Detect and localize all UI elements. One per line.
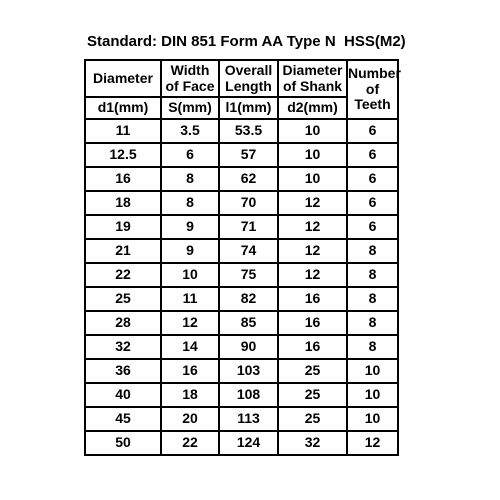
table-row	[85, 239, 398, 263]
header-overall-line1: Overall	[224, 62, 273, 79]
length-cell: 113	[219, 407, 278, 431]
length-cell: 53.5	[219, 119, 278, 143]
shank-cell: 10	[278, 167, 347, 191]
teeth-cell: 8	[347, 239, 398, 263]
teeth-cell: 10	[347, 359, 398, 383]
unit-d2: d2(mm)	[278, 97, 347, 119]
length-cell: 62	[219, 167, 278, 191]
length-cell: 103	[219, 359, 278, 383]
teeth-cell: 6	[347, 191, 398, 215]
diameter-cell: 12.5	[85, 143, 161, 167]
length-cell: 57	[219, 143, 278, 167]
diameter-cell: 32	[85, 335, 161, 359]
width-cell: 11	[161, 287, 219, 311]
diameter-cell: 40	[85, 383, 161, 407]
header-shank-line1: Diameter	[282, 62, 343, 79]
header-width-line1: Width	[170, 62, 210, 79]
header-width-line2: of Face	[165, 77, 215, 94]
header-overall-line2: Length	[225, 77, 272, 94]
table-row	[85, 407, 398, 431]
shank-cell: 16	[278, 335, 347, 359]
diameter-cell: 50	[85, 431, 161, 455]
diameter-cell: 36	[85, 359, 161, 383]
width-cell: 9	[161, 215, 219, 239]
length-cell: 90	[219, 335, 278, 359]
width-cell: 20	[161, 407, 219, 431]
table-row	[85, 335, 398, 359]
unit-d1: d1(mm)	[85, 97, 161, 119]
header-number-of-teeth	[347, 60, 401, 119]
spec-table-body	[85, 60, 401, 455]
spec-table	[84, 59, 399, 456]
width-cell: 9	[161, 239, 219, 263]
teeth-cell: 6	[347, 143, 398, 167]
header-width	[161, 60, 219, 97]
length-cell: 82	[219, 287, 278, 311]
diameter-cell: 28	[85, 311, 161, 335]
width-cell: 8	[161, 167, 219, 191]
width-cell: 10	[161, 263, 219, 287]
length-cell: 124	[219, 431, 278, 455]
shank-cell: 16	[278, 311, 347, 335]
header-shank-diameter	[278, 60, 347, 97]
teeth-cell: 10	[347, 407, 398, 431]
shank-cell: 32	[278, 431, 347, 455]
table-title: Standard: DIN 851 Form AA Type N HSS(M2)	[87, 33, 406, 50]
width-cell: 6	[161, 143, 219, 167]
teeth-cell: 8	[347, 263, 398, 287]
header-diameter-label: Diameter	[93, 69, 153, 86]
teeth-cell: 6	[347, 215, 398, 239]
header-shank-line2: of Shank	[282, 77, 343, 94]
table-row	[85, 431, 398, 455]
table-row	[85, 287, 398, 311]
table-row	[85, 143, 398, 167]
table-row	[85, 263, 398, 287]
teeth-cell: 8	[347, 335, 398, 359]
width-cell: 12	[161, 311, 219, 335]
width-cell: 8	[161, 191, 219, 215]
length-cell: 71	[219, 215, 278, 239]
shank-cell: 10	[278, 119, 347, 143]
table-row	[85, 311, 398, 335]
shank-cell: 10	[278, 143, 347, 167]
width-cell: 14	[161, 335, 219, 359]
teeth-cell: 6	[347, 119, 398, 143]
width-cell: 3.5	[161, 119, 219, 143]
header-teeth-line1: Number	[348, 65, 401, 82]
header-diameter	[85, 60, 161, 97]
diameter-cell: 25	[85, 287, 161, 311]
shank-cell: 12	[278, 215, 347, 239]
diameter-cell: 19	[85, 215, 161, 239]
header-overall-length	[219, 60, 278, 97]
shank-cell: 12	[278, 239, 347, 263]
table-row	[85, 215, 398, 239]
diameter-cell: 21	[85, 239, 161, 263]
diameter-cell: 16	[85, 167, 161, 191]
shank-cell: 16	[278, 287, 347, 311]
shank-cell: 25	[278, 407, 347, 431]
diameter-cell: 18	[85, 191, 161, 215]
length-cell: 108	[219, 383, 278, 407]
length-cell: 74	[219, 239, 278, 263]
length-cell: 75	[219, 263, 278, 287]
table-row	[85, 383, 398, 407]
shank-cell: 12	[278, 191, 347, 215]
teeth-cell: 6	[347, 167, 398, 191]
teeth-cell: 8	[347, 287, 398, 311]
length-cell: 85	[219, 311, 278, 335]
length-cell: 70	[219, 191, 278, 215]
shank-cell: 25	[278, 383, 347, 407]
unit-l1: l1(mm)	[219, 97, 278, 119]
shank-cell: 25	[278, 359, 347, 383]
header-row	[85, 60, 398, 97]
diameter-cell: 22	[85, 263, 161, 287]
diameter-cell: 11	[85, 119, 161, 143]
table-row	[85, 191, 398, 215]
table-row	[85, 359, 398, 383]
shank-cell: 12	[278, 263, 347, 287]
table-row	[85, 119, 398, 143]
width-cell: 16	[161, 359, 219, 383]
diameter-cell: 45	[85, 407, 161, 431]
width-cell: 18	[161, 383, 219, 407]
header-teeth-line2: of Teeth	[354, 80, 391, 113]
teeth-cell: 8	[347, 311, 398, 335]
unit-s: S(mm)	[161, 97, 219, 119]
width-cell: 22	[161, 431, 219, 455]
teeth-cell: 12	[347, 431, 398, 455]
teeth-cell: 10	[347, 383, 398, 407]
table-row	[85, 167, 398, 191]
